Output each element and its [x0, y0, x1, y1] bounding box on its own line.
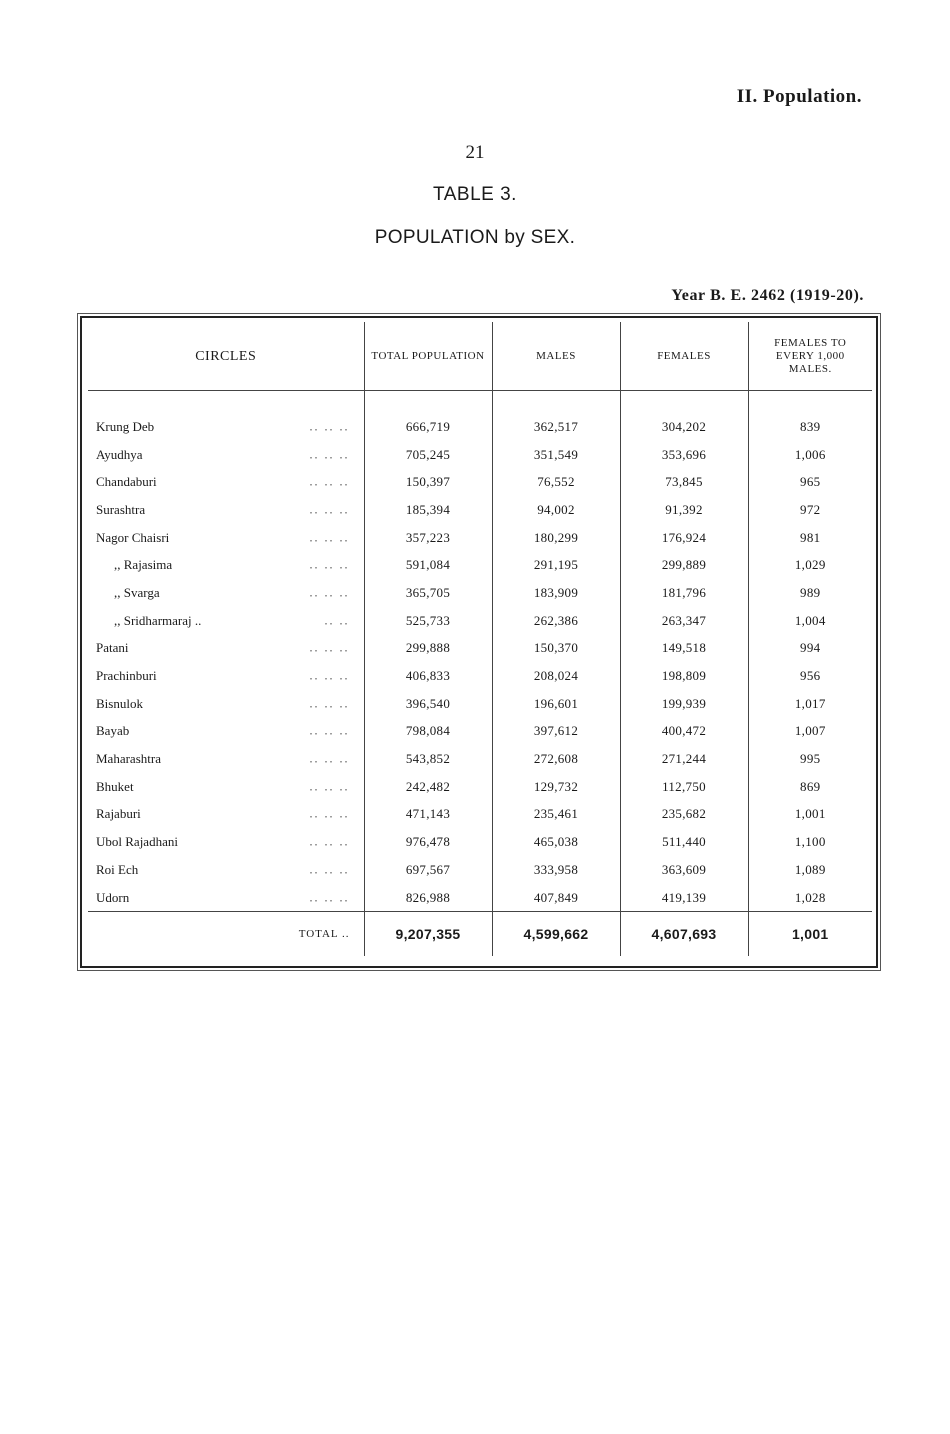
females-cell: 263,347: [620, 607, 748, 635]
ratio-cell: 1,029: [748, 551, 872, 579]
circle-name: Chandaburi: [96, 474, 157, 490]
males-cell: 208,024: [492, 662, 620, 690]
ratio-cell: 965: [748, 468, 872, 496]
females-cell: 299,889: [620, 551, 748, 579]
females-cell: 419,139: [620, 884, 748, 912]
females-cell: 181,796: [620, 579, 748, 607]
ratio-cell: 1,004: [748, 607, 872, 635]
table-row: [88, 441, 872, 469]
table-row: [88, 607, 872, 635]
ratio-cell: 1,006: [748, 441, 872, 469]
total-population-cell: 242,482: [364, 773, 492, 801]
table-row: [88, 773, 872, 801]
total-label: TOTAL ..: [88, 912, 364, 957]
circle-cell: [88, 690, 364, 718]
table-row: [88, 496, 872, 524]
circle-cell: [88, 662, 364, 690]
circle-cell: [88, 828, 364, 856]
total-population-cell: 396,540: [364, 690, 492, 718]
total-population-cell: 798,084: [364, 718, 492, 746]
circle-name: Surashtra: [96, 501, 146, 517]
circle-cell: [88, 745, 364, 773]
leader-dots: .. .. ..: [309, 474, 350, 489]
table-subtitle: POPULATION by SEX.: [374, 227, 576, 248]
males-cell: 76,552: [492, 468, 620, 496]
total-population-cell: 406,833: [364, 662, 492, 690]
ratio-cell: 995: [748, 745, 872, 773]
page-number: 21: [465, 142, 485, 163]
total-population-cell: 525,733: [364, 607, 492, 635]
females-cell: 353,696: [620, 441, 748, 469]
males-cell: 262,386: [492, 607, 620, 635]
circle-cell: [88, 551, 364, 579]
circle-cell: [88, 441, 364, 469]
header-row: [88, 322, 872, 391]
females-cell: 363,609: [620, 856, 748, 884]
circle-cell: [88, 773, 364, 801]
leader-dots: .. .. ..: [309, 640, 350, 655]
circle-cell: [88, 635, 364, 663]
circle-name: Ayudhya: [96, 446, 143, 462]
leader-dots: .. .. ..: [309, 890, 350, 905]
table-row: [88, 745, 872, 773]
ratio-cell: 981: [748, 524, 872, 552]
table-row: [88, 551, 872, 579]
circle-cell: [88, 579, 364, 607]
total-population-cell: 543,852: [364, 745, 492, 773]
ratio-cell: 1,017: [748, 690, 872, 718]
circle-name: Rajaburi: [96, 806, 141, 822]
col-header-circles: CIRCLES: [88, 322, 364, 391]
leader-dots: .. .. ..: [309, 834, 350, 849]
leader-dots: .. .. ..: [309, 779, 350, 794]
females-cell: 91,392: [620, 496, 748, 524]
males-cell: 129,732: [492, 773, 620, 801]
total-population-cell: 299,888: [364, 635, 492, 663]
table-title: TABLE 3.: [433, 184, 517, 205]
males-cell: 333,958: [492, 856, 620, 884]
males-cell: 291,195: [492, 551, 620, 579]
table-row: [88, 524, 872, 552]
spacer-row: [88, 391, 872, 414]
circle-name: Patani: [96, 640, 129, 656]
circle-cell: [88, 524, 364, 552]
total-population-cell: 357,223: [364, 524, 492, 552]
females-cell: 176,924: [620, 524, 748, 552]
males-cell: 407,849: [492, 884, 620, 912]
col-header-males: MALES: [492, 322, 620, 391]
leader-dots: .. .. ..: [309, 806, 350, 821]
table-row: [88, 635, 872, 663]
circle-cell: [88, 801, 364, 829]
table-row: [88, 468, 872, 496]
leader-dots: .. .. ..: [309, 530, 350, 545]
total-population-cell: 185,394: [364, 496, 492, 524]
leader-dots: .. .. ..: [309, 862, 350, 877]
leader-dots: .. ..: [324, 613, 350, 628]
circle-name: Bisnulok: [96, 695, 143, 711]
circle-name: Bhuket: [96, 778, 134, 794]
table-row: [88, 884, 872, 912]
circle-name: Nagor Chaisri: [96, 529, 170, 545]
leader-dots: .. .. ..: [309, 419, 350, 434]
table-row: [88, 579, 872, 607]
males-cell: 465,038: [492, 828, 620, 856]
males-cell: 94,002: [492, 496, 620, 524]
males-cell: 235,461: [492, 801, 620, 829]
ratio-cell: 972: [748, 496, 872, 524]
total-population-cell: 150,397: [364, 468, 492, 496]
males-cell: 362,517: [492, 413, 620, 441]
col-header-ratio: FEMALES TO EVERY 1,000 MALES.: [748, 322, 872, 391]
ratio-cell: 1,089: [748, 856, 872, 884]
males-cell: 180,299: [492, 524, 620, 552]
total-population-cell: 976,478: [364, 828, 492, 856]
table-row: [88, 413, 872, 441]
table-row: [88, 856, 872, 884]
circle-name: Maharashtra: [96, 751, 161, 767]
circle-cell: [88, 884, 364, 912]
table-row: [88, 718, 872, 746]
females-cell: 198,809: [620, 662, 748, 690]
table-row: [88, 690, 872, 718]
col-header-females: FEMALES: [620, 322, 748, 391]
total-population-cell: 697,567: [364, 856, 492, 884]
females-cell: 511,440: [620, 828, 748, 856]
ratio-cell: 994: [748, 635, 872, 663]
total-row: [88, 912, 872, 957]
total-population-cell: 471,143: [364, 801, 492, 829]
females-cell: 271,244: [620, 745, 748, 773]
table-row: [88, 662, 872, 690]
circle-name: Udorn: [96, 889, 130, 905]
col-header-total-population: TOTAL POPULATION: [364, 322, 492, 391]
leader-dots: .. .. ..: [309, 447, 350, 462]
females-cell: 73,845: [620, 468, 748, 496]
circle-cell: [88, 496, 364, 524]
males-cell: 150,370: [492, 635, 620, 663]
females-cell: 400,472: [620, 718, 748, 746]
total-population-cell: 826,988: [364, 884, 492, 912]
circle-cell: [88, 856, 364, 884]
leader-dots: .. .. ..: [309, 751, 350, 766]
circle-name: Krung Deb: [96, 418, 155, 434]
leader-dots: .. .. ..: [309, 696, 350, 711]
circle-cell: [88, 718, 364, 746]
ratio-cell: 989: [748, 579, 872, 607]
leader-dots: .. .. ..: [309, 585, 350, 600]
females-cell: 235,682: [620, 801, 748, 829]
total-population-cell: 591,084: [364, 551, 492, 579]
circle-name: Roi Ech: [96, 861, 139, 877]
leader-dots: .. .. ..: [309, 668, 350, 683]
circle-cell: [88, 413, 364, 441]
females-cell: 304,202: [620, 413, 748, 441]
circle-cell: [88, 468, 364, 496]
leader-dots: .. .. ..: [309, 723, 350, 738]
total-population-cell: 666,719: [364, 413, 492, 441]
total-population-value: 9,207,355: [364, 912, 492, 957]
ratio-cell: 839: [748, 413, 872, 441]
circle-name: ,, Rajasima: [114, 557, 173, 573]
circle-name: Bayab: [96, 723, 130, 739]
section-title: II. Population.: [736, 86, 862, 107]
ratio-cell: 1,100: [748, 828, 872, 856]
leader-dots: .. .. ..: [309, 502, 350, 517]
total-ratio-value: 1,001: [748, 912, 872, 957]
females-cell: 199,939: [620, 690, 748, 718]
females-cell: 149,518: [620, 635, 748, 663]
table-body: [88, 391, 872, 912]
ratio-cell: 1,007: [748, 718, 872, 746]
females-cell: 112,750: [620, 773, 748, 801]
total-population-cell: 365,705: [364, 579, 492, 607]
total-males-value: 4,599,662: [492, 912, 620, 957]
males-cell: 196,601: [492, 690, 620, 718]
population-table: [88, 322, 872, 956]
circle-name: Ubol Rajadhani: [96, 834, 178, 850]
males-cell: 183,909: [492, 579, 620, 607]
leader-dots: .. .. ..: [309, 557, 350, 572]
ratio-cell: 869: [748, 773, 872, 801]
males-cell: 351,549: [492, 441, 620, 469]
total-population-cell: 705,245: [364, 441, 492, 469]
total-females-value: 4,607,693: [620, 912, 748, 957]
circle-name: Prachinburi: [96, 668, 157, 684]
circle-name: ,, Svarga: [114, 584, 160, 600]
ratio-cell: 956: [748, 662, 872, 690]
table-row: [88, 828, 872, 856]
year-label: Year B. E. 2462 (1919-20).: [671, 287, 864, 304]
ratio-cell: 1,028: [748, 884, 872, 912]
ratio-cell: 1,001: [748, 801, 872, 829]
circle-cell: [88, 607, 364, 635]
males-cell: 397,612: [492, 718, 620, 746]
circle-name: ,, Sridharmaraj ..: [114, 612, 202, 628]
table-row: [88, 801, 872, 829]
males-cell: 272,608: [492, 745, 620, 773]
